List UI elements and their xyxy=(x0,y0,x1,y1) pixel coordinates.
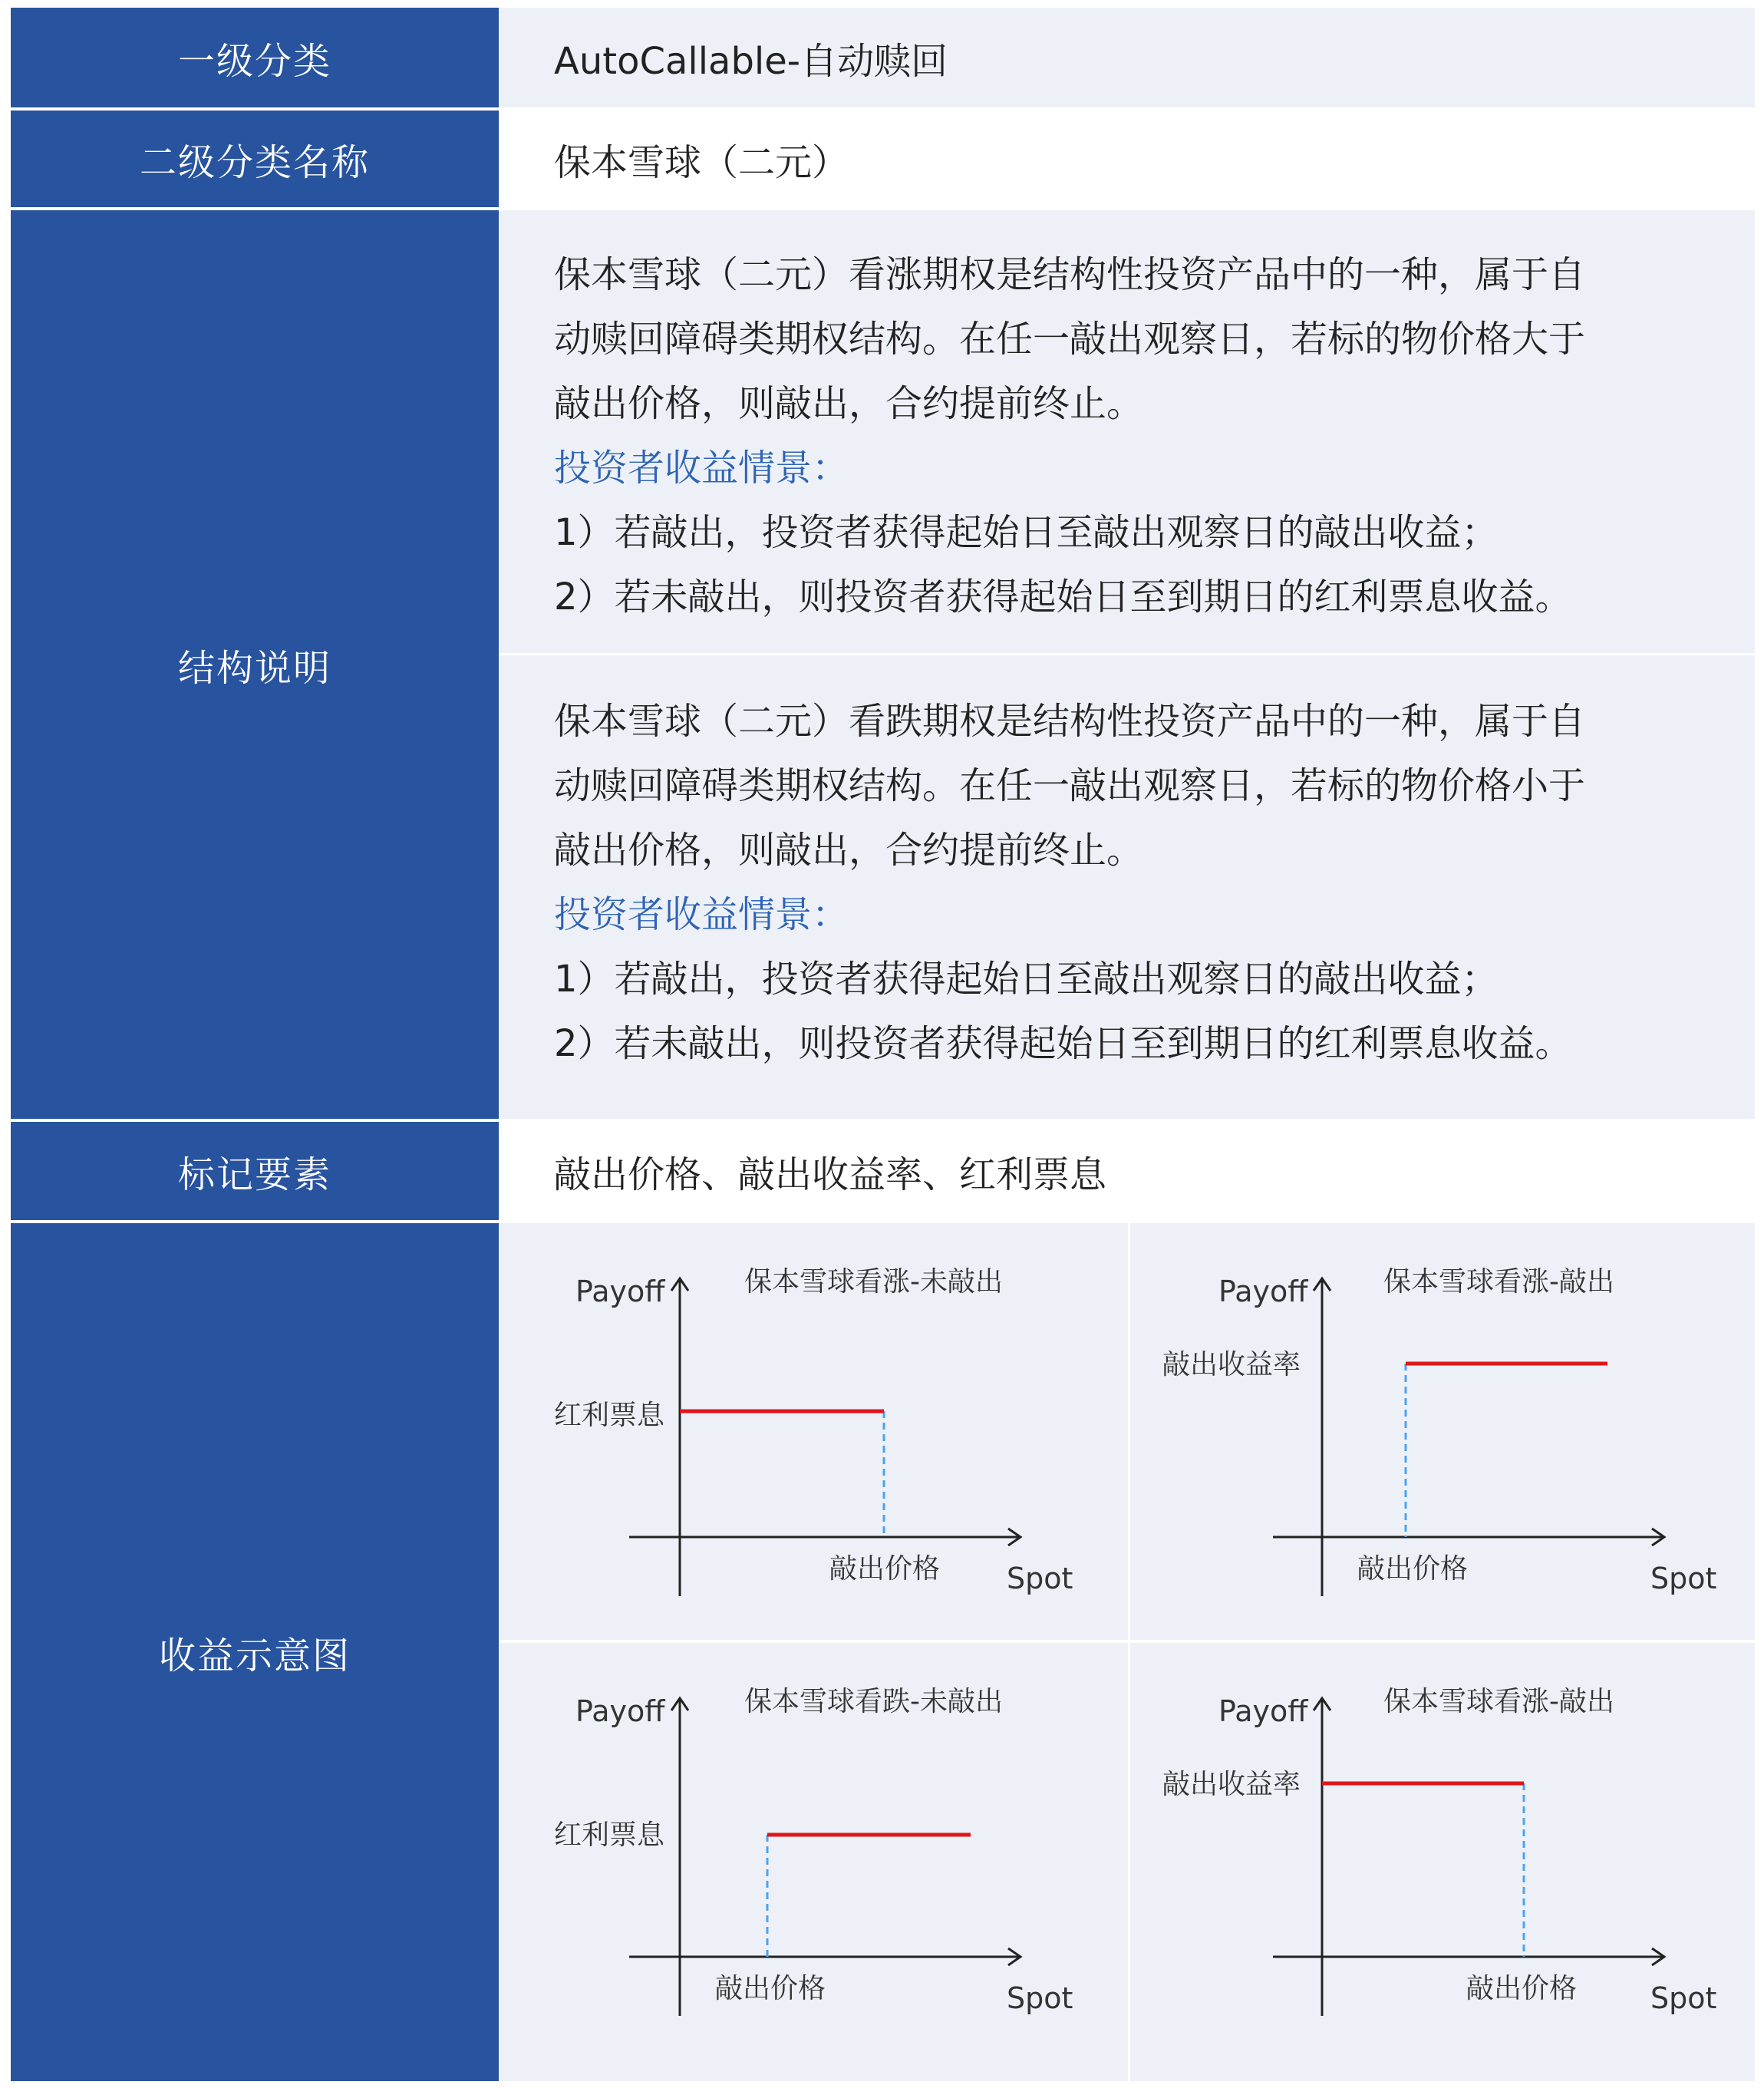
level1-label: 一级分类 xyxy=(11,8,499,107)
elements-value: 敲出价格、敲出收益率、红利票息 xyxy=(499,1122,1755,1220)
payoff-label: 收益示意图 xyxy=(11,1223,499,2081)
x-axis-label: Spot xyxy=(1650,1981,1717,2015)
barrier-label: 敲出价格 xyxy=(1357,1553,1469,1585)
put-line-3: 敲出价格，则敲出，合约提前终止。 xyxy=(554,829,1144,872)
y-axis-label: Payoff xyxy=(575,1275,665,1308)
put-scenario-1: 1）若敲出，投资者获得起始日至敲出观察日的敲出收益； xyxy=(554,958,1499,1001)
call-scenario-2: 2）若未敲出，则投资者获得起始日至到期日的红利票息收益。 xyxy=(554,576,1572,618)
barrier-label: 敲出价格 xyxy=(829,1553,941,1585)
y-axis-label: Payoff xyxy=(1218,1275,1308,1308)
level2-label: 二级分类名称 xyxy=(11,111,499,207)
call-line-3: 敲出价格，则敲出，合约提前终止。 xyxy=(554,382,1144,425)
y-axis-label: Payoff xyxy=(1218,1694,1308,1728)
put-scenario-2: 2）若未敲出，则投资者获得起始日至到期日的红利票息收益。 xyxy=(554,1022,1572,1065)
elements-label: 标记要素 xyxy=(11,1122,499,1220)
payoff-chart-knockout-2 xyxy=(1130,1643,1755,2081)
payoff-chart-call-no-knockout xyxy=(499,1223,1128,1640)
level2-value: 保本雪球（二元） xyxy=(499,111,1755,207)
x-axis-label: Spot xyxy=(1007,1562,1073,1595)
coupon-level-label: 红利票息 xyxy=(554,1819,665,1851)
call-line-1: 保本雪球（二元）看涨期权是结构性投资产品中的一种，属于自 xyxy=(554,253,1586,296)
barrier-label: 敲出价格 xyxy=(1466,1973,1578,2004)
x-axis-label: Spot xyxy=(1650,1562,1717,1595)
put-line-1: 保本雪球（二元）看跌期权是结构性投资产品中的一种，属于自 xyxy=(554,700,1586,743)
payoff-chart-put-no-knockout xyxy=(499,1643,1128,2081)
level1-value: AutoCallable-自动赎回 xyxy=(499,8,1755,107)
structure-call-text xyxy=(554,242,1720,629)
chart-title: 保本雪球看涨-未敲出 xyxy=(744,1266,1003,1298)
payoff-chart-call-knockout xyxy=(1130,1223,1755,1640)
call-scenario-1: 1）若敲出，投资者获得起始日至敲出观察日的敲出收益； xyxy=(554,511,1499,554)
barrier-label: 敲出价格 xyxy=(715,1973,826,2004)
structure-put-text xyxy=(554,689,1720,1076)
x-axis-label: Spot xyxy=(1007,1981,1073,2015)
chart-title: 保本雪球看涨-敲出 xyxy=(1383,1266,1614,1298)
chart-title: 保本雪球看跌-未敲出 xyxy=(744,1686,1003,1717)
call-line-2: 动赎回障碍类期权结构。在任一敲出观察日，若标的物价格大于 xyxy=(554,318,1586,361)
structure-label: 结构说明 xyxy=(11,210,499,1119)
put-line-2: 动赎回障碍类期权结构。在任一敲出观察日，若标的物价格小于 xyxy=(554,764,1586,807)
chart-title: 保本雪球看涨-敲出 xyxy=(1383,1686,1614,1717)
coupon-level-label: 红利票息 xyxy=(554,1400,665,1431)
knockout-return-label: 敲出收益率 xyxy=(1162,1349,1301,1380)
structure-divider xyxy=(499,653,1755,655)
y-axis-label: Payoff xyxy=(575,1694,665,1728)
knockout-return-label: 敲出收益率 xyxy=(1162,1769,1301,1800)
put-scenario-heading: 投资者收益情景： xyxy=(554,893,849,936)
call-scenario-heading: 投资者收益情景： xyxy=(554,447,849,490)
